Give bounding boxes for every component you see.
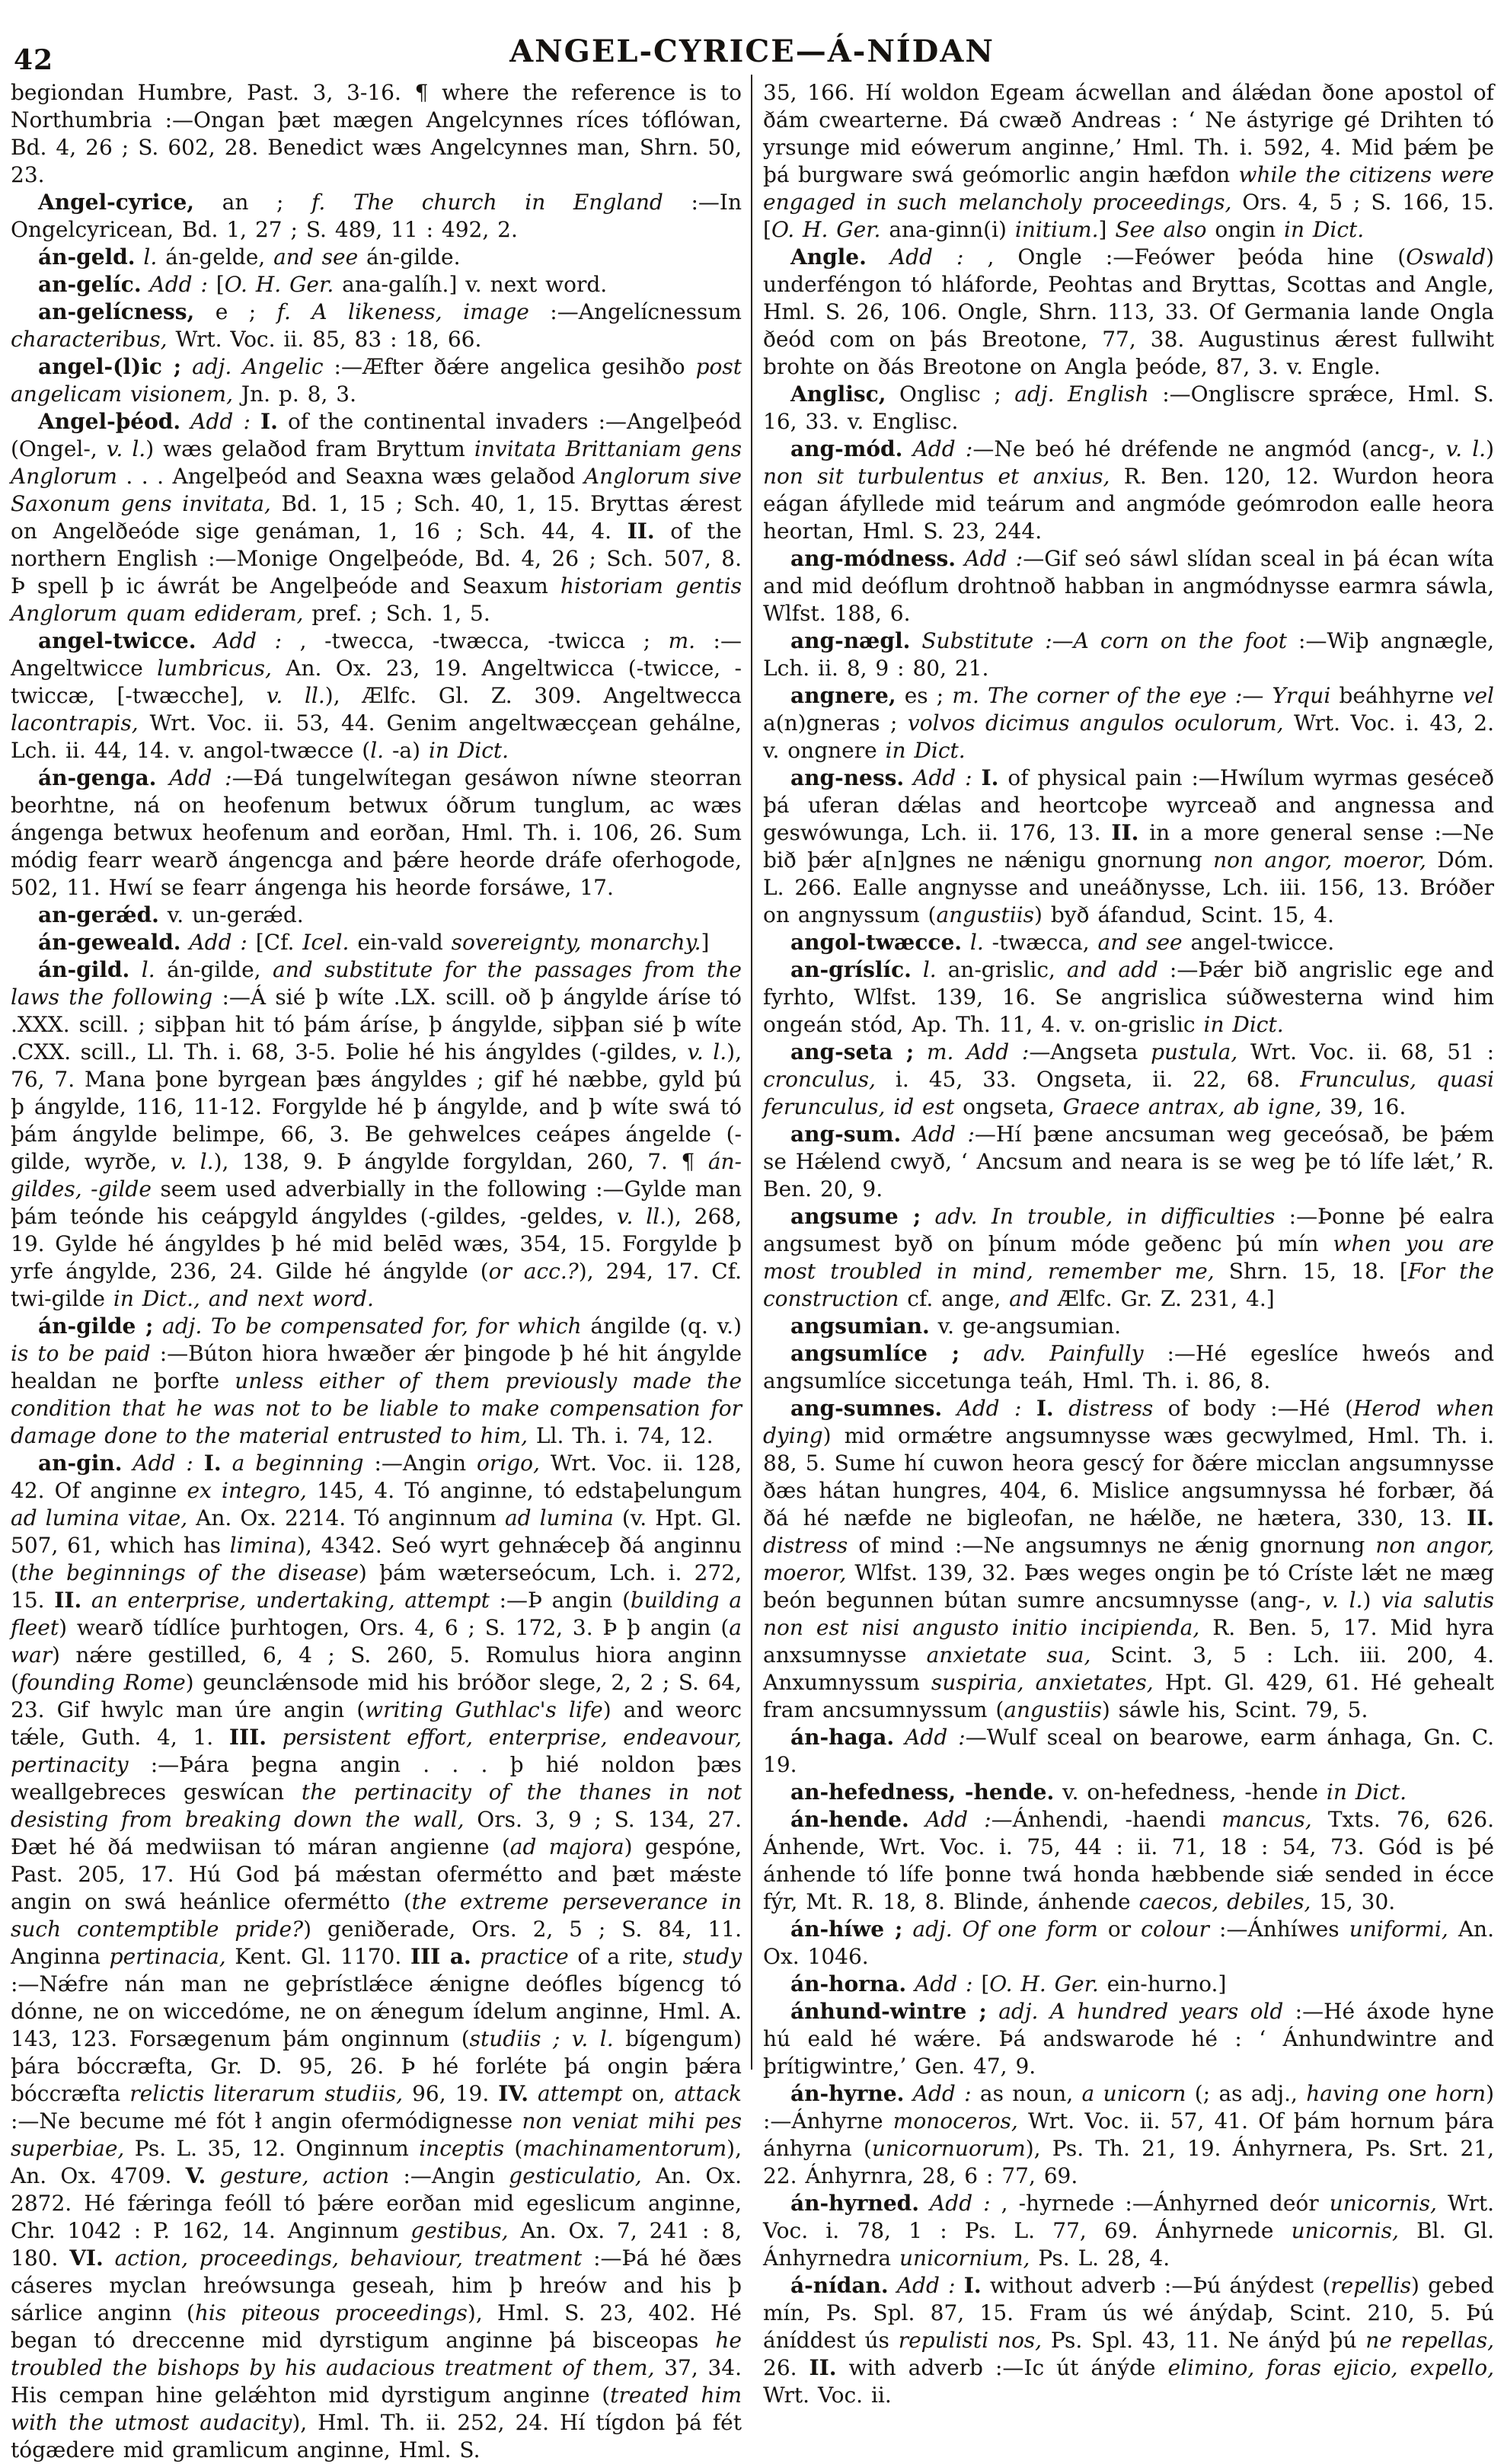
gloss-text: non veniat mihi pes superbiae, [11, 2108, 742, 2161]
sense-numeral: II. [54, 1588, 82, 1613]
gloss-text: Oswald [1406, 244, 1486, 270]
gloss-text: pertinacia, [109, 1944, 226, 1969]
entry-headword: án-horna. [790, 1971, 907, 1996]
entry-headword: angel-twicce. [38, 628, 196, 653]
entry-an-gríslíc: an-gríslíc. l. an-grislic, and add :—Þǽr bið angrislic ege and fyrhto, Wlfst. 139, 16. Se angrislica súðwesterna wind him ongeán stód, Ap. Th. 11, 4. v. on-grislic in Dict. [763, 957, 1495, 1037]
gloss-text: v. ll. [266, 683, 325, 708]
entry-ang-nægl: ang-nægl. Substitute :—A corn on the foot :—Wiþ angnægle, Lch. ii. 8, 9 : 80, 21. [763, 628, 1494, 681]
gloss-text: a war [11, 1615, 742, 1668]
gloss-text: suspiria, anxietates, [931, 1670, 1154, 1695]
entry-ánhund-wintre: ánhund-wintre ; adj. A hundred years old :—Hé áxode hyne hú eald hé wǽre. Þá andswarode hé : ‘ Ánhundwintre and þrítigwintre,’ Gen. 47, 9. [763, 1999, 1495, 2079]
gloss-text: unicornium, [899, 2245, 1030, 2271]
entry-headword: án-hyrne. [790, 2081, 905, 2106]
entry-anglisc: Anglisc, Onglisc ; adj. English :—Ongliscre sprǽce, Hml. S. 16, 33. v. Englisc. [763, 381, 1494, 434]
gloss-text: anxietate sua, [926, 1642, 1091, 1668]
gloss-text: l. [143, 244, 158, 270]
gloss-text: uniformi, [1349, 1917, 1448, 1942]
entry-an-gelíc: an-gelíc. Add : [O. H. Ger. ana-galíh.] v. next word. [38, 272, 608, 297]
sense-numeral: I. [260, 409, 278, 434]
entry-angsumlíce: angsumlíce ; adv. Painfully :—Hé egeslíce hweós and angsumlíce siccetunga teáh, Hml. Th. i. 86, 8. [763, 1341, 1494, 1393]
gloss-text: unless either of them previously made the condition that he was not to be liable to make compensation for damage done to the material entrusted to him, [11, 1368, 742, 1448]
gloss-text: ne repellas, [1365, 2328, 1494, 2353]
gloss-text: m. [668, 628, 696, 653]
gloss-text: mancus, [1221, 1807, 1312, 1832]
entry-an-gelícness: an-gelícness, e ; f. A likeness, image :—Angelícnessum characteribus, Wrt. Voc. ii. 85, 83 : 18, 66. [11, 299, 742, 352]
gloss-text: an enterprise, undertaking, attempt [91, 1588, 490, 1613]
entry-angsumian: angsumian. v. ge-angsumian. [790, 1313, 1122, 1339]
gloss-text: gesticulatio, [509, 2163, 642, 2188]
entry-headword: an-gelíc. [38, 272, 142, 297]
page-title: ANGEL-CYRICE—Á-NÍDAN [509, 34, 995, 69]
gloss-text: O. H. Ger. [771, 217, 881, 242]
entry-headword: án-hyrned. [790, 2191, 919, 2216]
gloss-text: ad lumina vitae, [11, 1505, 188, 1530]
entry-angel-cyrice: Angel-cyrice, an ; f. The church in England :—In Ongelcyricean, Bd. 1, 27 ; S. 489, 11 : 492, 2. [11, 190, 742, 242]
gloss-text: Anglorum sive Saxonum gens invitata, [11, 464, 742, 516]
gloss-text: gestibus, [410, 2218, 509, 2243]
gloss-text: invitata Brittaniam gens Anglorum [11, 436, 742, 489]
sense-numeral: I. [203, 1451, 222, 1476]
column-right [763, 79, 1494, 2409]
entry-headword: án-híwe ; [790, 1917, 903, 1942]
sense-numeral: I. [1036, 1396, 1054, 1421]
gloss-text: m. [926, 1039, 954, 1064]
entry-án-hyrne: án-hyrne. Add : as noun, a unicorn (; as adj., having one horn) :—Ánhyrne monoceros, Wrt. Voc. ii. 57, 41. Of þám hornum þára ánhyrna (unicornuorum), Ps. Th. 21, 19. Ánhyrnera, Ps. Srt. 21, 22. Ánhyrnra, 28, 6 : 77, 69. [763, 2081, 1495, 2188]
gloss-text: sovereignty, monarchy. [451, 930, 701, 955]
gloss-text: distress [763, 1533, 848, 1558]
gloss-text: Add : [905, 1725, 966, 1750]
entry-headword: ang-módness. [790, 546, 956, 571]
entry-headword: angsumlíce ; [790, 1341, 960, 1366]
gloss-text: adj. A hundred years old [998, 1999, 1284, 2024]
gloss-text: in Dict., and next word. [113, 1286, 374, 1311]
entry-án-geld: án-geld. l. án-gelde, and see án-gilde. [38, 244, 461, 270]
gloss-text: v. l. [1322, 1588, 1363, 1613]
entry-an-gerǽd: an-gerǽd. v. un-gerǽd. [38, 902, 304, 927]
sense-numeral: II. [1467, 1505, 1494, 1530]
gloss-text: the beginnings of the disease [18, 1560, 359, 1585]
entry-headword: ang-nægl. [790, 628, 911, 653]
entry-án-genga: án-genga. Add :—Ðá tungelwítegan gesáwon níwne steorran beorhtne, ná on heofenum betwux óðrum tunglum, ac wæs ángenga betwux heofenum and eorðan, Hml. Th. i. 106, 26. Sum módig fearr wearð ángencga and þǽre heorde dráfe oferhogode, 502, 11. Hwí se fearr ángenga his heorde forsáwe, 17. [11, 765, 742, 900]
gloss-text: Add : [912, 2081, 972, 2106]
entry-headword: an-gin. [38, 1451, 123, 1476]
gloss-text: Frunculus, quasi ferunculus, id est [763, 1067, 1495, 1119]
gloss-text: the extreme perseverance in such contemptible pride? [11, 1889, 742, 1942]
gloss-text: relictis literarum studiis, [129, 2081, 404, 2106]
gloss-text: f. The church in England [311, 190, 663, 215]
gloss-text: a unicorn [1081, 2081, 1186, 2106]
gloss-text: action, proceedings, behaviour, treatment [114, 2245, 583, 2271]
entry-angsume: angsume ; adv. In trouble, in difficulties :—Þonne þé ealra angsumest byð on þínum móde geðenc þú mín when you are most troubled in mind, remember me, Shrn. 15, 18. [For the construction cf. ange, and Ælfc. Gr. Z. 231, 4.] [763, 1204, 1495, 1311]
entry-án-horna: án-horna. Add : [O. H. Ger. ein-hurno.] [790, 1971, 1227, 1996]
gloss-text: v. l. [106, 436, 146, 461]
entry-án-geweald: án-geweald. Add : [Cf. Icel. ein-vald sovereignty, monarchy.] [38, 930, 710, 955]
gloss-text: adv. Painfully [983, 1341, 1144, 1366]
gloss-text: study [682, 1944, 742, 1969]
sense-numeral: VI. [69, 2245, 104, 2271]
gloss-text: ad majora [509, 1834, 624, 1859]
gloss-text: monoceros, [893, 2108, 1018, 2134]
gloss-text: Add : [214, 628, 283, 653]
gloss-text: while the citizens were engaged in such melancholy proceedings, [763, 162, 1494, 215]
gloss-text: initium. [1014, 217, 1099, 242]
gloss-text: non angor, moeror, [763, 1533, 1494, 1585]
gloss-text: Add : [189, 930, 247, 955]
entry-headword: án-geld. [38, 244, 136, 270]
entry-ang-ness: ang-ness. Add : I. of physical pain :—Hwílum wyrmas geséceð þá uferan dǽlas and heortcoþe wyrceað and angnessa and geswówunga, Lch. ii. 176, 13. II. in a more general sense :—Ne bið þǽr a[n]gnes ne nǽnigu gnornung non angor, moeror, Dóm. L. 266. Ealle angnysse and uneáðnysse, Lch. iii. 156, 13. Bróðer on angnyssum (angustiis) byð áfandud, Scint. 15, 4. [763, 765, 1494, 927]
entry-án-haga: án-haga. Add :—Wulf sceal on bearowe, earm ánhaga, Gn. C. 19. [763, 1725, 1495, 1777]
gloss-text: inceptis [419, 2136, 504, 2161]
entry-headword: ang-ness. [790, 765, 905, 790]
gloss-text: Add : [913, 765, 972, 790]
gloss-text: l. [141, 957, 155, 982]
gloss-text: in Dict. [1326, 1779, 1407, 1805]
entry-headword: angel-(l)ic ; [38, 354, 182, 379]
entry-ang-mód: ang-mód. Add :—Ne beó hé dréfende ne angmód (ancg-, v. l.) non sit turbulentus et anxius, R. Ben. 120, 12. Wurdon heora eágan áfyllede mid teárum and angmóde geómrodon ealle heora heortan, Hml. S. 23, 244. [763, 436, 1495, 544]
gloss-text: Add : [956, 1396, 1022, 1421]
sense-numeral: III a. [410, 1944, 471, 1969]
gloss-text: colour [1141, 1917, 1209, 1942]
gloss-text: l. [922, 957, 937, 982]
gloss-text: pustula, [1151, 1039, 1238, 1064]
entry-headword: angsumian. [790, 1313, 930, 1339]
gloss-text: attempt [538, 2081, 623, 2106]
gloss-text: and substitute for the passages from the laws the following [11, 957, 742, 1010]
entry-headword: ang-sumnes. [790, 1396, 943, 1421]
gloss-text: f. A likeness, image [276, 299, 529, 324]
gloss-text: treated him with the utmost audacity [11, 2383, 742, 2435]
gloss-text: post angelicam visionem, [11, 354, 742, 407]
column-left [11, 79, 742, 2464]
gloss-text: Add : [930, 2191, 991, 2216]
gloss-text: O. H. Ger. [989, 1971, 1099, 1996]
gloss-text: limina [229, 1533, 297, 1558]
gloss-text: v. l. [1445, 436, 1486, 461]
entry-headword: ang-seta ; [790, 1039, 915, 1064]
entry-headword: án-gild. [38, 957, 130, 982]
gloss-text: án-gildes, -gilde [11, 1149, 742, 1202]
entry-headword: ánhund-wintre ; [790, 1999, 987, 2024]
gloss-text: Add : [896, 2273, 956, 2298]
gloss-text: Add : [912, 436, 973, 461]
gloss-text: and see [1097, 930, 1183, 955]
gloss-text: unicornis, [1291, 2218, 1399, 2243]
gloss-text: Add : [169, 765, 232, 790]
entry-angle: Angle. Add : , Ongle :—Feówer þeóda hine (Oswald) underféngon tó hláforde, Peohtas and Bryttas, Scottas and Angle, Hml. S. 26, 106. Ongle, Shrn. 113, 33. Of Germania lande Ongla ðeód com on þás Breotone, 77, 38. Augustinus ǽrest fullwiht brohte on ðás Breotone on Angla þeóde, 87, 3. v. Engle. [763, 244, 1495, 379]
entry-ang-sum: ang-sum. Add :—Hí þæne ancsuman weg geceósað, be þǽm se Hǽlend cwyð, ‘ Ancsum and neara is se weg þe tó lífe lǽt,’ R. Ben. 20, 9. [763, 1122, 1494, 1202]
gloss-text: machinamentorum [522, 2136, 727, 2161]
gloss-text: Icel. [302, 930, 350, 955]
gloss-text: in Dict. [428, 738, 509, 763]
entry-án-gild: án-gild. l. án-gilde, and substitute for the passages from the laws the following :—Á sié þ wíte .LX. scill. oð þ ángylde áríse tó .XXX. scill. ; siþþan hit tó þám áríse, þ ángylde, siþþan sié þ wíte .CXX. scill., Ll. Th. i. 68, 3-5. Þolie hé his ángyldes (-gildes, v. l.), 76, 7. Mana þone byrgean þæs ángyldes ; gif hé næbbe, gyld þú þ ángylde, 116, 11-12. Forgylde hé þ ángylde, and þ wíte swá tó þám ángylde belimpe, 66, 3. Be gehwelces ceápes ángelde (-gilde, wyrðe, v. l.), 138, 9. Þ ángylde forgyldan, 260, 7. ¶ án-gildes, -gilde seem used adverbially in the following :—Gylde man þám teónde his ceápgyld ángyldes (-gildes, -geldes, v. ll.), 268, 19. Gylde hé ángyldes þ hé mid belēd wæs, 354, 15. Forgylde þ yrfe ángylde, 236, 24. Gilde hé ángylde (or acc.?), 294, 17. Cf. twi-gilde in Dict., and next word. [11, 957, 742, 1311]
gloss-text: v. l. [687, 1039, 727, 1064]
gloss-text: or acc.? [488, 1259, 579, 1284]
gloss-text: non sit turbulentus et anxius, [763, 464, 1110, 489]
gloss-text: non angor, moeror, [1213, 847, 1426, 873]
gloss-text: writing Guthlac's life [365, 1697, 603, 1722]
entry-headword: ang-mód. [790, 436, 903, 461]
entry-ang-sumnes: ang-sumnes. Add : I. distress of body :—Hé (Herod when dying) mid ormǽtre angsumnysse wæs gecwylmed, Hml. Th. i. 88, 5. Sume hí cuwon heora gescý for ðǽre micclan angsumnysse ðæs hátan hungres, 404, 6. Mislice angsumnyssa hé forbær, ðá ðá hé næfde ne bigleofan, ne hǽlðe, ne hætera, 330, 13. II. distress of mind :—Ne angsumnys ne ǽnig gnornung non angor, moeror, Wlfst. 139, 32. Þæs weges ongin þe tó Críste lǽt ne mæg beón begunnen bútan sumre ancsumnysse (ang-, v. l.) via salutis non est nisi angusto initio incipienda, R. Ben. 5, 17. Mid hyra anxsumnysse anxietate sua, Scint. 3, 5 : Lch. iii. 200, 4. Anxumnyssum suspiria, anxietates, Hpt. Gl. 429, 61. Hé gehealt fram ancsumnyssum (angustiis) sáwle his, Scint. 79, 5. [763, 1396, 1495, 1722]
gloss-text: Add : [912, 1122, 975, 1147]
gloss-text: his piteous proceedings [194, 2300, 468, 2325]
page-number: 42 [14, 44, 54, 76]
entry-headword: án-gilde ; [38, 1313, 154, 1339]
entry-headword: angnere, [790, 683, 896, 708]
gloss-text: building a fleet [11, 1588, 742, 1640]
gloss-text: adv. In trouble, in difficulties [934, 1204, 1276, 1229]
entry-headword: an-gríslíc. [790, 957, 912, 982]
sense-numeral: I. [981, 765, 999, 790]
entry-ang-seta: ang-seta ; m. Add :—Angseta pustula, Wrt. Voc. ii. 68, 51 : cronculus, i. 45, 33. Ongseta, ii. 22, 68. Frunculus, quasi ferunculus, id est ongseta, Graece antrax, ab igne, 39, 16. [763, 1039, 1495, 1119]
gloss-text: angustiis [936, 902, 1035, 927]
entry-headword: Angel-cyrice, [38, 190, 195, 215]
gloss-text: Add : [915, 1971, 973, 1996]
entry-headword: á-nídan. [790, 2273, 889, 2298]
entry-headword: Anglisc, [790, 381, 886, 407]
gloss-text: gesture, action [219, 2163, 390, 2188]
dictionary-paragraph: begiondan Humbre, Past. 3, 3-16. ¶ where the reference is to Northumbria :—Ongan þæt mægen Angelcynnes ríces tóflówan, Bd. 4, 26 ; S. 602, 28. Benedict wæs Angelcynnes man, Shrn. 50, 23. [11, 80, 742, 187]
dictionary-paragraph: 35, 166. Hí woldon Egeam ácwellan and álǽdan ðone apostol of ðám cwearterne. Ðá cwæð Andreas : ‘ Ne ástyrige gé Drihten tó yrsunge mid eówerum anginne,’ Hml. Th. i. 592, 4. Mid þǽm þe þá burgware swá geómorlic angin hæfdon while the citizens were engaged in such melancholy proceedings, Ors. 4, 5 ; S. 166, 15. [O. H. Ger. ana-ginn(i) initium.] See also ongin in Dict. [763, 80, 1494, 242]
gloss-text: via salutis non est nisi angusto initio incipienda, [763, 1588, 1495, 1640]
entry-an-gin: an-gin. Add : I. a beginning :—Angin origo, Wrt. Voc. ii. 128, 42. Of anginne ex integro, 145, 4. Tó anginne, tó edstaþelungum ad lumina vitae, An. Ox. 2214. Tó anginnum ad lumina (v. Hpt. Gl. 507, 61, which has limina), 4342. Seó wyrt gehnǽceþ ðá anginnu (the beginnings of the disease) þám wæterseócum, Lch. i. 272, 15. II. an enterprise, undertaking, attempt :—Þ angin (building a fleet) wearð tídlíce þurhtogen, Ors. 4, 6 ; S. 172, 3. Þ þ angin (a war) nǽre gestilled, 6, 4 ; S. 260, 5. Romulus hiora anginn (founding Rome) geunclǽnsode mid his bróðor slege, 2, 2 ; S. 64, 23. Gif hwylc man úre angin (writing Guthlac's life) and weorc tǽle, Guth. 4, 1. III. persistent effort, enterprise, endeavour, pertinacity :—Þára þegna angin . . . þ hié noldon þæs weallgebreces geswícan the pertinacity of the thanes in not desisting from breaking down the wall, Ors. 3, 9 ; S. 134, 27. Ðæt hé ðá medwiisan tó máran angienne (ad majora) gespóne, Past. 205, 17. Hú God þá mǽstan ofermétto and þæt mǽste angin on swá heánlice ofermétto (the extreme perseverance in such contemptible pride?) geniðerade, Ors. 2, 5 ; S. 84, 11. Anginna pertinacia, Kent. Gl. 1170. III a. practice of a rite, study :—Nǽfre nán man ne geþrístlǽce ǽnigne deófles bígencg tó dónne, ne on wiccedóme, ne on ǽnegum ídelum anginne, Hml. A. 143, 123. Forsægenum þám onginnum (studiis ; v. l. bígengum) þára bóccræfta, Gr. D. 95, 26. Þ hé forléte þá ongin þǽra bóccræfta relictis literarum studiis, 96, 19. IV. attempt on, attack :—Ne becume mé fót ł angin ofermódignesse non veniat mihi pes superbiae, Ps. L. 35, 12. Onginnum inceptis (machinamentorum), An. Ox. 4709. V. gesture, action :—Angin gesticulatio, An. Ox. 2872. Hé fǽringa feóll tó þǽre eorðan mid egeslicum anginne, Chr. 1042 : P. 162, 14. Anginnum gestibus, An. Ox. 7, 241 : 8, 180. VI. action, proceedings, behaviour, treatment :—Þá hé ðæs cáseres myclan hreówsunga geseah, him þ hreów and his þ sárlice anginn (his piteous proceedings), Hml. S. 23, 402. Hé began tó dreccenne mid dyrstigum anginne þá bisceopas he troubled the bishops by his audacious treatment of them, 37, 34. His cempan hine gelǽhton mid dyrstigum anginne (treated him with the utmost audacity), Hml. Th. ii. 252, 24. Hí tígdon þá fét tógædere mid gramlicum anginne, Hml. S. [11, 1451, 742, 2462]
gloss-text: ad lumina [504, 1505, 614, 1530]
gloss-text: adj. Of one form [912, 1917, 1098, 1942]
entry-angnere: angnere, es ; m. The corner of the eye :— Yrqui beáhhyrne vel a(n)gneras ; volvos dicimus angulos oculorum, Wrt. Voc. i. 43, 2. v. ongnere in Dict. [763, 683, 1495, 763]
gloss-text: l. [969, 930, 984, 955]
gloss-text: Substitute :—A corn on the foot [921, 628, 1287, 653]
gloss-text: adj. To be compensated for, for which [162, 1313, 582, 1339]
gloss-text: lacontrapis, [11, 710, 139, 736]
gloss-text: ex integro, [187, 1478, 307, 1503]
gloss-text: volvos dicimus angulos oculorum, [907, 710, 1284, 736]
gloss-text: the pertinacity of the thanes in not desisting from breaking down the wall, [11, 1779, 742, 1832]
gloss-text: in Dict. [885, 738, 966, 763]
gloss-text: For the construction [763, 1259, 1494, 1311]
entry-án-gilde: án-gilde ; adj. To be compensated for, for which ángilde (q. v.) is to be paid :—Búton hiora hwæðer ǽr þingode þ hé hit ángylde healdan ne þorfte unless either of them previously made the condition that he was not to be liable to make compensation for damage done to the material entrusted to him, Ll. Th. i. 74, 12. [11, 1313, 742, 1448]
entry-headword: an-gerǽd. [38, 902, 159, 927]
gloss-text: elimino, foras ejicio, expello, [1167, 2355, 1494, 2380]
entry-headword: angol-twæcce. [790, 930, 963, 955]
gloss-text: when you are most troubled in mind, remember me, [763, 1231, 1494, 1284]
entry-headword: Angel-þéod. [38, 409, 181, 434]
gloss-text: in Dict. [1203, 1012, 1284, 1037]
gloss-text: Add : [190, 409, 251, 434]
gloss-text: persistent effort, enterprise, endeavour, pertinacity [11, 1725, 742, 1777]
entry-angel-lic: angel-(l)ic ; adj. Angelic :—Æfter ðǽre angelica gesihðo post angelicam visionem, Jn. p. 8, 3. [11, 354, 742, 407]
gloss-text: Herod when dying [763, 1396, 1495, 1448]
gloss-text: v. ll. [616, 1204, 667, 1229]
entry-á-nídan: á-nídan. Add : I. without adverb :—Þú ánýdest (repellis) gebed mín, Ps. Spl. 87, 15. Fram ús wé ánýdaþ, Scint. 210, 5. Þú áníddest ús repulisti nos, Ps. Spl. 43, 11. Ne ánýd þú ne repellas, 26. II. with adverb :—Ic út ánýde elimino, foras ejicio, expello, Wrt. Voc. ii. [763, 2273, 1495, 2408]
sense-numeral: II. [809, 2355, 837, 2380]
entry-headword: an-gelícness, [38, 299, 195, 324]
gloss-text: v. l. [170, 1149, 214, 1174]
gloss-text: in Dict. [1284, 217, 1365, 242]
gloss-text: having one horn [1306, 2081, 1486, 2106]
gloss-text: adj. Angelic [192, 354, 324, 379]
gloss-text: founding Rome [18, 1670, 186, 1695]
gloss-text: Add : [889, 244, 964, 270]
gloss-text: lumbricus, [157, 656, 272, 681]
entry-headword: án-genga. [38, 765, 157, 790]
gloss-text: vel [1462, 683, 1494, 708]
entry-headword: an-hefedness, -hende. [790, 1779, 1055, 1805]
gloss-text: a beginning [232, 1451, 364, 1476]
entry-headword: án-hende. [790, 1807, 909, 1832]
gloss-text: distress [1068, 1396, 1154, 1421]
gloss-text: unicornis, [1329, 2191, 1437, 2216]
gloss-text: angustiis [1004, 1697, 1102, 1722]
entry-headword: angsume ; [790, 1204, 921, 1229]
sense-numeral: IV. [498, 2081, 528, 2106]
gloss-text: attack [674, 2081, 742, 2106]
gloss-text: Graece antrax, ab igne, [1062, 1094, 1322, 1119]
gloss-text: Add : [924, 1807, 991, 1832]
sense-numeral: III. [228, 1725, 267, 1750]
gloss-text: repulisti nos, [898, 2328, 1043, 2353]
entry-an-hefedness-hende: an-hefedness, -hende. v. on-hefedness, -hende in Dict. [790, 1779, 1407, 1805]
entry-headword: Angle. [790, 244, 867, 270]
gloss-text: he troubled the bishops by his audacious treatment of them, [11, 2328, 742, 2380]
sense-numeral: II. [1111, 820, 1139, 845]
gloss-text: adj. English [1014, 381, 1149, 407]
gloss-text: origo, [477, 1451, 540, 1476]
gloss-text: Add : [133, 1451, 193, 1476]
gloss-text: Add : [966, 1039, 1030, 1064]
gloss-text: Add : [149, 272, 208, 297]
gloss-text: practice [480, 1944, 569, 1969]
gloss-text: O. H. Ger. [224, 272, 334, 297]
gloss-text: characteribus, [11, 327, 168, 352]
entry-angel-twicce: angel-twicce. Add : , -twecca, -twæcca, -twicca ; m. :—Angeltwicce lumbricus, An. Ox. 23, 19. Angeltwicca (-twicce, -twiccæ, [-twæcche], v. ll.), Ælfc. Gl. Z. 309. Angeltwecca lacontrapis, Wrt. Voc. ii. 53, 44. Genim angeltwæcçean gehálne, Lch. ii. 44, 14. v. angol-twæcce (l. -a) in Dict. [11, 628, 742, 763]
gloss-text: cronculus, [763, 1067, 876, 1092]
entry-angel-þéod: Angel-þéod. Add : I. of the continental invaders :—Angelþeód (Ongel-, v. l.) wæs gelaðod fram Bryttum invitata Brittaniam gens Anglorum . . . Angelþeód and Seaxna wæs gelaðod Anglorum sive Saxonum gens invitata, Bd. 1, 15 ; Sch. 40, 1, 15. Bryttas ǽrest on Angelðeóde sige genáman, 1, 16 ; Sch. 44, 4. II. of the northern English :—Monige Ongelþeóde, Bd. 4, 26 ; Sch. 507, 8. Þ spell þ ic áwrát be Angelþeóde and Seaxum historiam gentis Anglorum quam edideram, pref. ; Sch. 1, 5. [11, 409, 742, 626]
gloss-text: and [1009, 1286, 1049, 1311]
gloss-text: l. [370, 738, 385, 763]
column-divider-rule [751, 75, 752, 2070]
entry-angol-twæcce: angol-twæcce. l. -twæcca, and see angel-twicce. [790, 930, 1335, 955]
entry-án-híwe: án-híwe ; adj. Of one form or colour :—Ánhíwes uniformi, An. Ox. 1046. [763, 1917, 1494, 1969]
gloss-text: See also [1115, 217, 1207, 242]
gloss-text: historiam gentis Anglorum quam edideram, [11, 573, 742, 626]
gloss-text: caecos, debiles, [1138, 1889, 1311, 1914]
gloss-text: studiis ; v. l. [469, 2026, 614, 2051]
entry-headword: ang-sum. [790, 1122, 902, 1147]
entry-headword: án-haga. [790, 1725, 895, 1750]
entry-ang-módness: ang-módness. Add :—Gif seó sáwl slídan sceal in þá écan wíta and mid deóflum drohtnoð habban in angmódnysse earmra sáwla, Wlfst. 188, 6. [763, 546, 1495, 626]
entry-headword: án-geweald. [38, 930, 181, 955]
gloss-text: and add [1066, 957, 1158, 982]
gloss-text: and see [273, 244, 359, 270]
gloss-text: m. The corner of the eye :— Yrqui [952, 683, 1331, 708]
sense-numeral: V. [185, 2163, 206, 2188]
entry-án-hende: án-hende. Add :—Ánhendi, -haendi mancus, Txts. 76, 626. Ánhende, Wrt. Voc. i. 75, 44 : ii. 71, 18 : 54, 73. Gód is þé ánhende tó lífe þonne twá honda hæbbende siǽ sended in écce fýr, Mt. R. 18, 8. Blinde, ánhende caecos, debiles, 15, 30. [763, 1807, 1495, 1914]
sense-numeral: I. [963, 2273, 982, 2298]
sense-numeral: II. [627, 519, 655, 544]
gloss-text: repellis [1330, 2273, 1411, 2298]
gloss-text: is to be paid [11, 1341, 151, 1366]
entry-án-hyrned: án-hyrned. Add : , -hyrnede :—Ánhyrned deór unicornis, Wrt. Voc. i. 78, 1 : Ps. L. 77, 69. Ánhyrnede unicornis, Bl. Gl. Ánhyrnedra unicornium, Ps. L. 28, 4. [763, 2191, 1494, 2271]
gloss-text: Add : [964, 546, 1023, 571]
gloss-text: unicornuorum [871, 2136, 1026, 2161]
